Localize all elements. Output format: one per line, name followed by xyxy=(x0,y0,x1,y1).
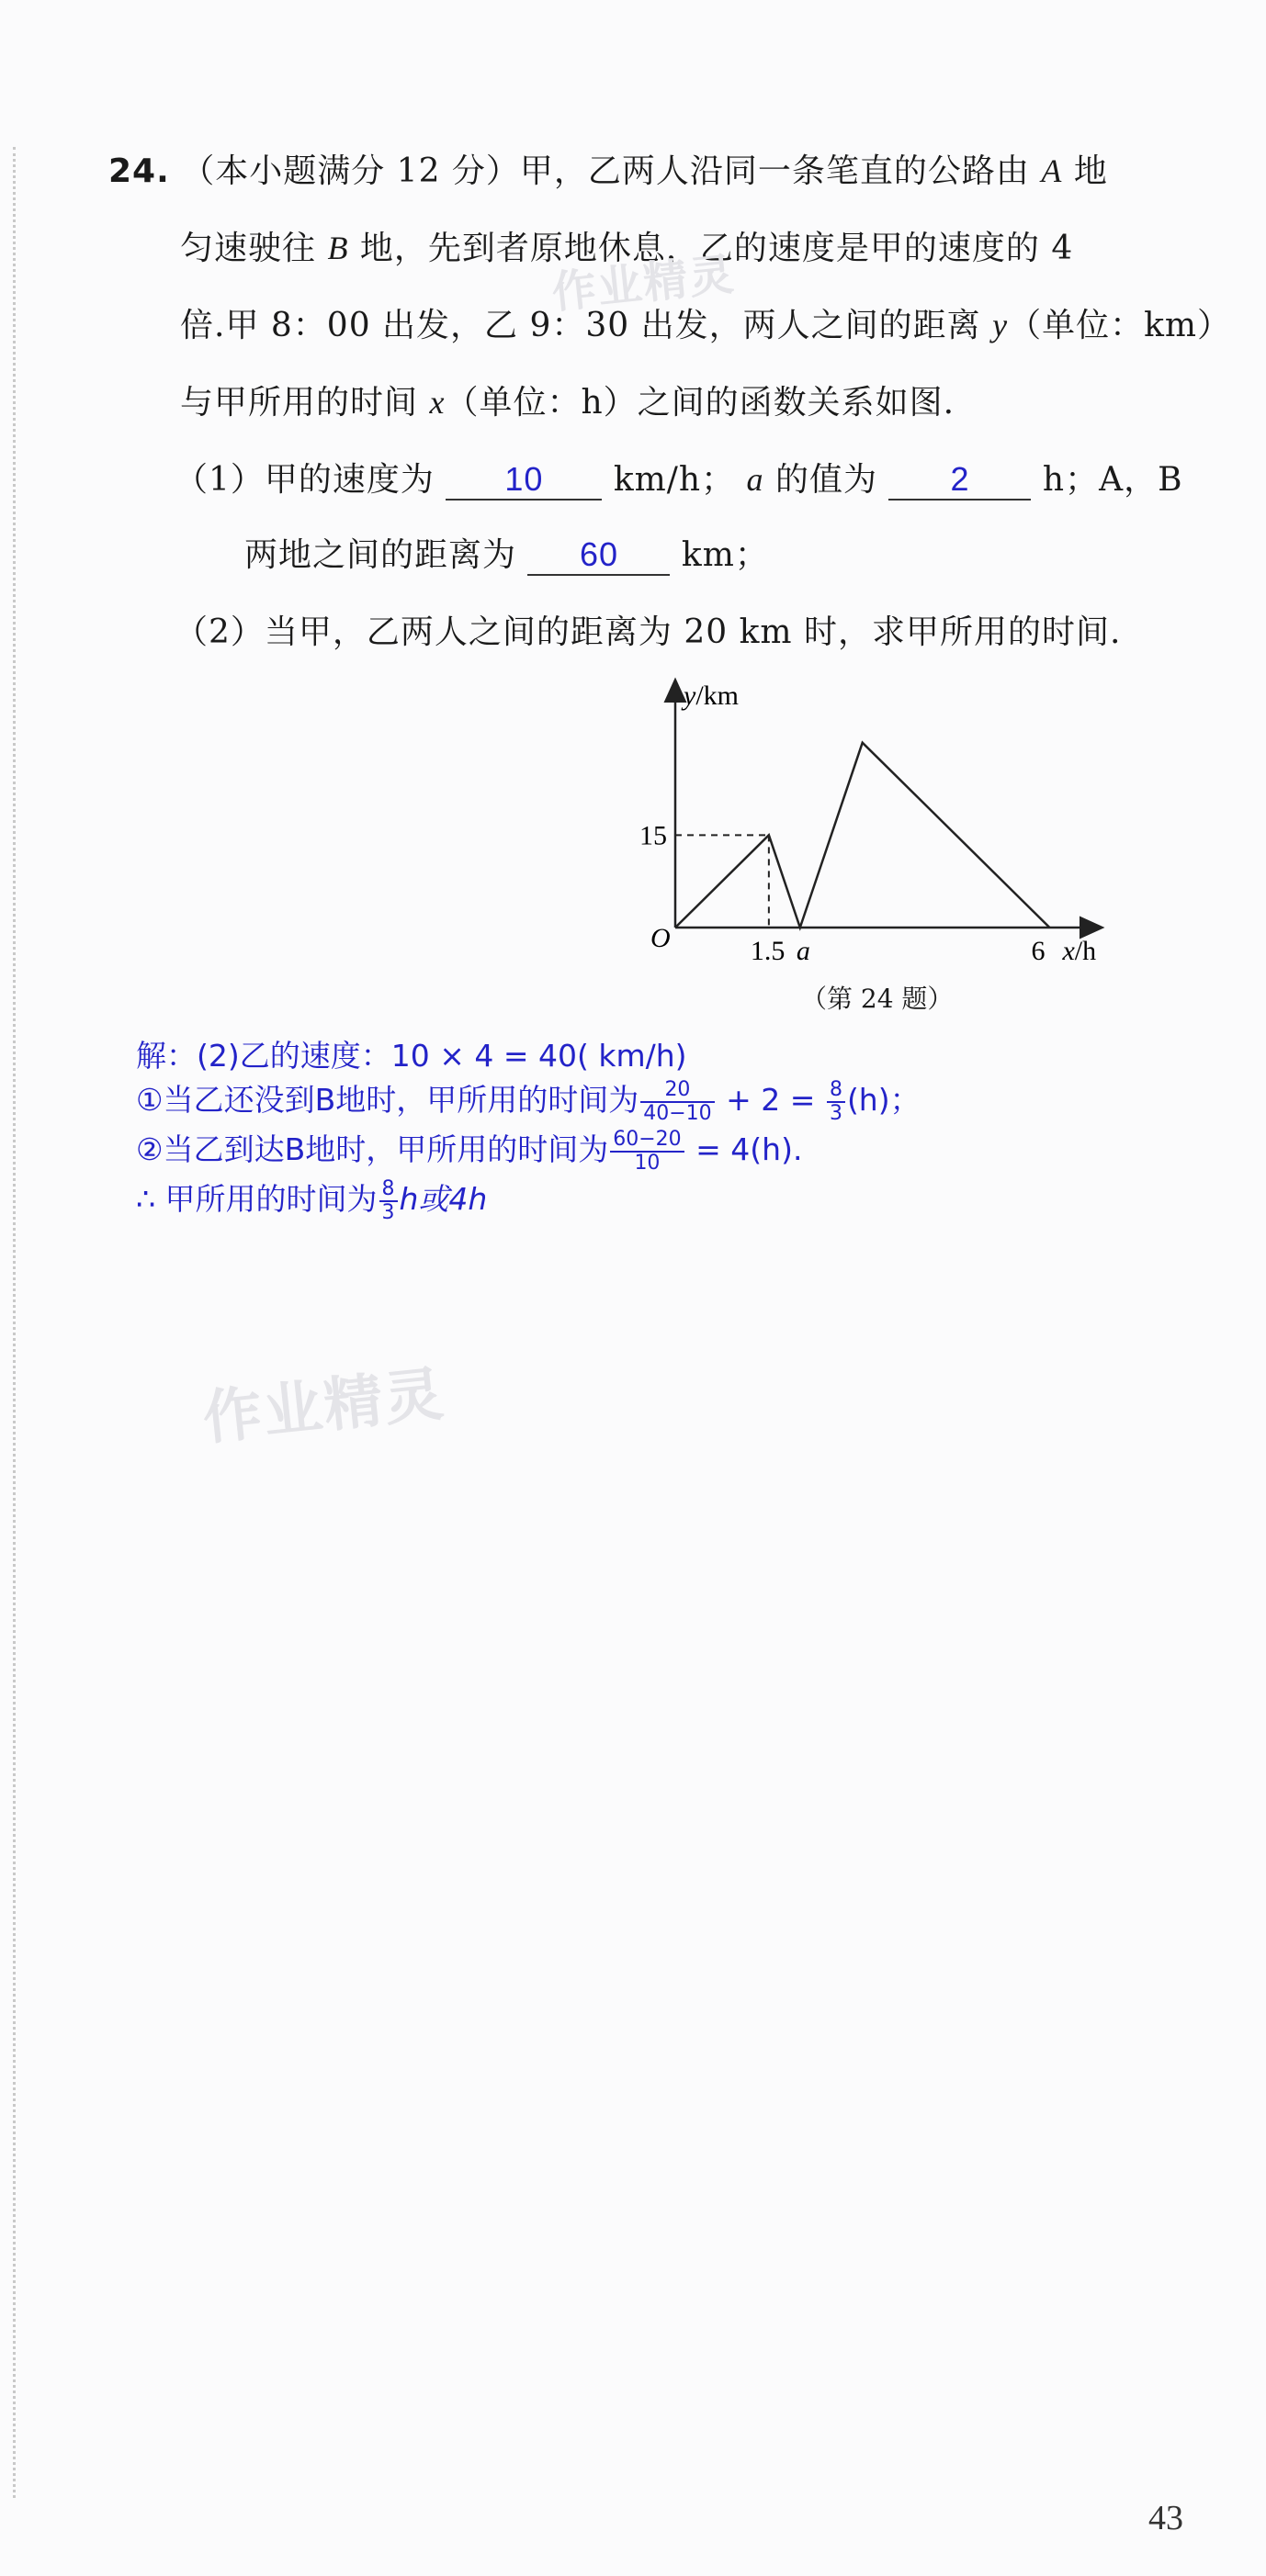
problem-header: （本小题满分 12 分）甲，乙两人沿同一条笔直的公路由 xyxy=(181,152,1030,190)
x-axis-label: x/h xyxy=(1062,936,1097,966)
part1-end: km； xyxy=(681,536,769,574)
part1-line xyxy=(175,454,1183,501)
fraction-numerator: 20 xyxy=(640,1079,714,1102)
solution-line2-pre: ①当乙还没到B地时，甲所用的时间为 xyxy=(136,1082,639,1118)
var-y: y xyxy=(992,307,1009,343)
line3-text: 倍.甲 8：00 出发，乙 9：30 出发，两人之间的距离 xyxy=(180,307,981,344)
di-text: 地 xyxy=(1073,152,1108,190)
page-number: 43 xyxy=(1148,2499,1183,2537)
distance-line xyxy=(675,743,1049,928)
fraction-denominator: 10 xyxy=(634,1151,661,1175)
fraction-denominator: 3 xyxy=(829,1101,842,1125)
x-tick-label: 6 xyxy=(1031,936,1046,966)
solution-line4-post: h或4h xyxy=(399,1181,488,1217)
fraction-denominator: 40−10 xyxy=(643,1101,712,1125)
part1-unit1: km/h； xyxy=(613,461,736,499)
line3-unit: （单位：km） xyxy=(1008,307,1232,344)
fraction-denominator: 3 xyxy=(381,1200,395,1224)
fraction-numerator: 8 xyxy=(827,1079,845,1102)
solution-line-1: 解：(2)乙的速度：10 × 4 = 40( km/h) xyxy=(136,1038,687,1074)
distance-time-graph xyxy=(634,675,1130,987)
problem-number: 24. xyxy=(108,152,170,190)
x-tick-label: 1.5 xyxy=(750,936,786,966)
figure-caption: （第 24 题） xyxy=(801,984,954,1014)
y-axis-label: y/km xyxy=(684,681,739,711)
solution-line2-mid: + 2 = xyxy=(726,1082,816,1118)
origin-label: O xyxy=(650,923,671,953)
solution-line3-post: = 4(h). xyxy=(695,1131,803,1167)
point-b: B xyxy=(327,230,349,266)
var-x: x xyxy=(429,384,446,421)
fraction xyxy=(827,1079,845,1123)
solution-line3-pre: ②当乙到达B地时，甲所用的时间为 xyxy=(136,1131,609,1167)
line4-pre: 与甲所用的时间 xyxy=(180,384,419,422)
problem-line-4 xyxy=(180,377,955,423)
margin-dotted-line xyxy=(13,147,16,2498)
solution-line-3 xyxy=(136,1126,802,1174)
fraction xyxy=(379,1178,398,1222)
fraction xyxy=(610,1129,684,1173)
part1-mid3: h；A，B xyxy=(1042,461,1183,499)
x-tick-label: a xyxy=(796,936,810,966)
answer-blank-a[interactable]: 2 xyxy=(888,460,1031,501)
plot-layer xyxy=(639,743,1049,966)
watermark: 作业精灵 xyxy=(199,1360,448,1454)
part1-label: （1）甲的速度为 xyxy=(175,461,435,499)
line2-post: 地，先到者原地休息，乙的速度是甲的速度的 4 xyxy=(359,230,1074,267)
solution-line-4 xyxy=(136,1176,487,1223)
problem-line-1 xyxy=(108,145,1108,192)
solution-line-2 xyxy=(136,1076,921,1124)
part2-line xyxy=(175,606,1121,653)
y-tick-label: 15 xyxy=(639,820,667,851)
part1-mid2: 的值为 xyxy=(775,461,878,499)
solution-line2-post: (h)； xyxy=(846,1082,921,1118)
watermark: 作业精灵 xyxy=(549,248,738,320)
solution-line4-pre: ∴ 甲所用的时间为 xyxy=(136,1181,378,1217)
line4-post: （单位：h）之间的函数关系如图. xyxy=(445,384,955,422)
problem-line-3 xyxy=(180,299,1231,346)
point-a: A xyxy=(1041,152,1063,189)
fraction-numerator: 8 xyxy=(379,1178,398,1201)
line2-pre: 匀速驶往 xyxy=(180,230,317,267)
var-a: a xyxy=(746,461,764,498)
part1-line2-text: 两地之间的距离为 xyxy=(244,536,517,574)
answer-blank-distance[interactable]: 60 xyxy=(527,535,670,576)
part2-text: （2）当甲，乙两人之间的距离为 20 km 时，求甲所用的时间. xyxy=(175,613,1122,651)
fraction-numerator: 60−20 xyxy=(610,1129,684,1152)
answer-blank-speed[interactable]: 10 xyxy=(446,460,602,501)
fraction xyxy=(640,1079,714,1123)
part1-line-2 xyxy=(244,529,769,576)
